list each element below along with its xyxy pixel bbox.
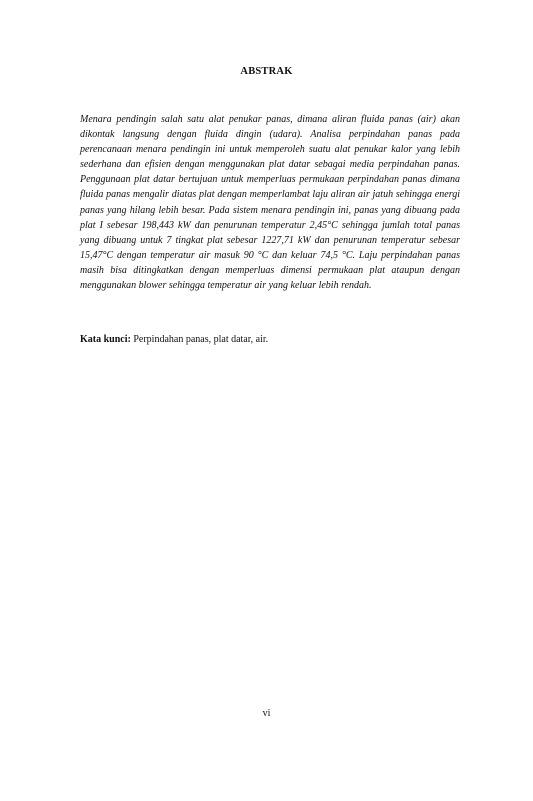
abstract-title: ABSTRAK — [240, 66, 293, 77]
keywords-text: Perpindahan panas, plat datar, air. — [133, 334, 269, 345]
keywords-label: Kata kunci: — [80, 334, 131, 345]
abstract-paragraph: Menara pendingin salah satu alat penukar panas, dimana aliran fluida panas (air) akan dikontak langsung dengan fluida dingin (udara). Analisa perpindahan panas pada perencanaan menara pendingin ini untuk memperoleh suatu alat penukar kalor yang lebih sederhana dan efisien dengan menggunakan plat datar sebagai media perpindahan panas. Penggunaan plat datar bertujuan untuk memperluas permukaan perpindahan panas dimana fluida panas mengalir diatas plat dengan memperlambat laju aliran air jatuh sehingga energi panas yang hilang lebih besar. Pada sistem menara pendingin ini, panas yang dibuang pada plat I sebesar 198,443 kW dan penurunan temperatur 2,45°C sehingga jumlah total panas yang dibuang untuk 7 tingkat plat sebesar 1227,71 kW dan penurunan temperatur sebesar 15,47°C dengan temperatur air masuk 90 °C dan keluar 74,5 °C. Laju perpindahan panas masih bisa ditingkatkan dengan memperluas dimensi permukaan plat ataupun dengan menggunakan blower sehingga temperatur air yang keluar lebih rendah. — [80, 114, 460, 292]
page-number: vi — [262, 708, 271, 719]
keywords-line — [80, 334, 268, 345]
